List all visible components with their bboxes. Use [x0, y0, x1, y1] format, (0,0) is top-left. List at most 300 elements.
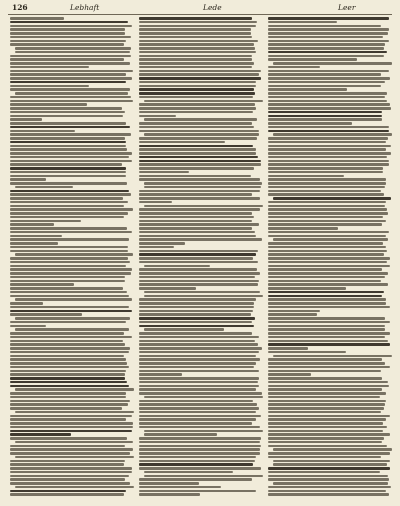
text-line	[139, 85, 256, 88]
text-line	[268, 126, 389, 129]
text-line	[10, 201, 128, 204]
text-line	[139, 381, 258, 384]
text-line	[268, 478, 389, 481]
text-line	[268, 77, 390, 80]
text-line	[268, 51, 387, 54]
text-line	[268, 381, 388, 384]
text-line	[268, 415, 390, 418]
text-line	[10, 175, 126, 178]
text-line	[273, 482, 388, 485]
text-line	[268, 130, 389, 133]
text-line	[268, 456, 381, 459]
text-line	[10, 81, 126, 84]
text-line	[10, 310, 132, 313]
text-line	[273, 133, 392, 136]
text-line	[273, 448, 392, 451]
text-line	[139, 92, 255, 95]
text-line	[139, 126, 254, 129]
text-line	[15, 47, 131, 50]
text-line	[10, 62, 130, 65]
header-rule	[8, 14, 392, 15]
text-line	[268, 400, 386, 403]
text-line	[268, 253, 384, 256]
text-line	[139, 355, 256, 358]
text-line	[144, 471, 233, 474]
text-line	[268, 422, 383, 425]
text-line	[139, 122, 252, 125]
text-line	[10, 433, 71, 436]
text-line	[268, 403, 385, 406]
text-line	[10, 66, 89, 69]
text-line	[139, 103, 255, 106]
text-line	[144, 433, 217, 436]
text-line	[10, 160, 132, 163]
text-line	[139, 325, 254, 328]
text-line	[139, 17, 252, 20]
text-line	[139, 96, 253, 99]
text-line	[10, 197, 123, 200]
text-line	[139, 482, 199, 485]
text-line	[144, 186, 261, 189]
text-line	[268, 107, 391, 110]
text-line	[268, 388, 382, 391]
text-line	[139, 253, 256, 256]
text-line	[268, 175, 344, 178]
text-line	[144, 475, 263, 478]
text-line	[10, 430, 132, 433]
text-line	[268, 96, 385, 99]
text-line	[10, 321, 126, 324]
text-line	[268, 73, 381, 76]
text-line	[10, 313, 82, 316]
text-line	[10, 392, 126, 395]
text-line	[139, 73, 259, 76]
text-line	[10, 373, 125, 376]
text-line	[268, 208, 387, 211]
text-line	[139, 272, 260, 275]
text-line	[10, 107, 122, 110]
text-line	[139, 313, 251, 316]
text-line	[139, 340, 255, 343]
text-line	[10, 223, 54, 226]
text-line	[139, 388, 256, 391]
text-line	[268, 28, 389, 31]
text-line	[10, 137, 125, 140]
text-line	[268, 313, 317, 316]
text-line	[139, 212, 252, 215]
text-line	[139, 190, 260, 193]
text-line	[268, 190, 381, 193]
text-line	[10, 242, 58, 245]
text-line	[15, 441, 133, 444]
text-line	[268, 377, 382, 380]
text-line	[10, 205, 124, 208]
text-line	[268, 257, 390, 260]
text-line	[139, 21, 257, 24]
text-line	[15, 92, 128, 95]
text-line	[268, 66, 320, 69]
text-line	[268, 223, 382, 226]
text-line	[10, 418, 126, 421]
text-line	[139, 276, 255, 279]
text-line	[10, 167, 126, 170]
text-line	[268, 235, 386, 238]
text-line	[268, 366, 390, 369]
text-line	[139, 373, 182, 376]
text-line	[10, 452, 130, 455]
text-line	[10, 343, 125, 346]
text-line	[268, 55, 384, 58]
text-line	[139, 317, 255, 320]
text-line	[139, 40, 258, 43]
text-line	[139, 362, 256, 365]
text-line	[268, 85, 381, 88]
text-line	[139, 411, 256, 414]
text-line	[139, 463, 253, 466]
text-line	[139, 400, 253, 403]
text-line	[139, 115, 176, 118]
text-line	[10, 171, 126, 174]
text-line	[139, 385, 259, 388]
text-line	[268, 118, 382, 121]
text-line	[144, 118, 257, 121]
text-line	[268, 392, 386, 395]
text-line	[139, 227, 252, 230]
text-line	[139, 460, 255, 463]
text-line	[139, 28, 251, 31]
text-line	[268, 70, 389, 73]
text-line	[10, 396, 126, 399]
text-line	[268, 471, 380, 474]
text-line	[15, 186, 73, 189]
text-line	[139, 55, 252, 58]
text-line	[139, 370, 259, 373]
text-line	[139, 250, 258, 253]
text-line	[139, 268, 257, 271]
text-line	[10, 381, 127, 384]
text-line	[10, 126, 130, 129]
text-line	[268, 137, 388, 140]
text-line	[139, 231, 255, 234]
text-line	[268, 246, 386, 249]
text-line	[10, 407, 122, 410]
text-line	[10, 471, 132, 474]
text-line	[139, 130, 259, 133]
text-line	[268, 141, 386, 144]
text-line	[139, 426, 260, 429]
text-line	[139, 137, 257, 140]
text-line	[268, 490, 386, 493]
text-line	[139, 478, 252, 481]
text-line	[139, 62, 254, 65]
text-line	[139, 347, 262, 350]
text-line	[268, 336, 385, 339]
text-line	[10, 415, 132, 418]
text-line	[139, 201, 172, 204]
text-line	[139, 298, 256, 301]
text-line	[10, 73, 126, 76]
text-line	[268, 351, 346, 354]
text-line	[139, 32, 251, 35]
text-line	[10, 43, 124, 46]
text-line	[139, 343, 258, 346]
text-line	[139, 287, 196, 290]
text-line	[268, 242, 383, 245]
text-line	[10, 156, 129, 159]
text-line	[268, 43, 385, 46]
text-line	[10, 77, 132, 80]
text-line	[268, 302, 386, 305]
text-line	[139, 107, 256, 110]
text-line	[268, 145, 391, 148]
text-line	[10, 493, 124, 496]
text-line	[268, 272, 388, 275]
text-line	[10, 257, 128, 260]
text-line	[268, 433, 390, 436]
text-line	[268, 160, 389, 163]
text-line	[139, 148, 256, 151]
text-line	[139, 392, 262, 395]
text-line	[10, 403, 128, 406]
text-line	[10, 122, 126, 125]
text-line	[10, 21, 128, 24]
text-line	[268, 411, 381, 414]
text-line	[139, 208, 260, 211]
text-line	[268, 186, 385, 189]
text-line	[268, 32, 388, 35]
text-line	[10, 182, 127, 185]
text-line	[139, 160, 261, 163]
text-line	[139, 36, 252, 39]
text-line	[10, 261, 130, 264]
text-line	[139, 280, 259, 283]
text-line	[139, 493, 200, 496]
text-line	[268, 212, 388, 215]
text-line	[139, 407, 259, 410]
text-line	[10, 460, 125, 463]
text-line	[10, 268, 132, 271]
text-line	[139, 306, 254, 309]
text-line	[268, 111, 382, 114]
text-line	[139, 81, 256, 84]
text-line	[268, 280, 381, 283]
text-line	[139, 111, 253, 114]
text-line	[15, 253, 133, 256]
text-line	[268, 362, 385, 365]
text-line	[15, 298, 132, 301]
text-line	[139, 261, 258, 264]
text-line	[10, 295, 129, 298]
text-line	[10, 358, 126, 361]
text-line	[268, 182, 386, 185]
text-line	[139, 246, 174, 249]
text-line	[10, 291, 127, 294]
text-line	[144, 295, 263, 298]
text-line	[10, 336, 132, 339]
text-line	[10, 100, 133, 103]
text-line	[139, 88, 254, 91]
text-line	[268, 100, 387, 103]
text-line	[139, 25, 256, 28]
text-line	[10, 220, 81, 223]
text-line	[10, 265, 126, 268]
text-line	[10, 190, 129, 193]
text-line	[10, 152, 132, 155]
text-line	[268, 201, 386, 204]
text-line	[268, 283, 388, 286]
text-line	[10, 302, 43, 305]
text-line	[268, 430, 383, 433]
text-line	[10, 96, 131, 99]
text-line	[139, 358, 260, 361]
text-line	[268, 475, 388, 478]
text-line	[10, 362, 127, 365]
text-line	[10, 40, 126, 43]
header-right-word: Leer	[338, 3, 356, 12]
text-line	[10, 340, 123, 343]
text-line	[10, 445, 125, 448]
text-line	[268, 122, 352, 125]
text-column-1	[10, 17, 134, 500]
text-line	[268, 47, 384, 50]
text-line	[10, 280, 125, 283]
text-line	[10, 377, 125, 380]
text-line	[268, 321, 390, 324]
text-line	[268, 268, 382, 271]
text-line	[139, 141, 225, 144]
text-line	[139, 145, 253, 148]
text-line	[10, 250, 128, 253]
text-line	[139, 178, 260, 181]
text-line	[139, 321, 252, 324]
text-line	[10, 422, 133, 425]
text-line	[268, 227, 338, 230]
text-line	[268, 205, 385, 208]
text-line	[10, 306, 129, 309]
text-line	[268, 148, 386, 151]
text-line	[10, 88, 130, 91]
text-line	[10, 467, 132, 470]
text-line	[10, 490, 126, 493]
text-line	[268, 332, 390, 335]
text-line	[268, 343, 390, 346]
header-middle-word: Lede	[203, 3, 222, 12]
text-line	[268, 328, 385, 331]
text-line	[10, 448, 133, 451]
text-line	[10, 231, 132, 234]
text-line	[268, 36, 383, 39]
text-line	[268, 452, 390, 455]
text-line	[268, 231, 389, 234]
text-line	[139, 332, 252, 335]
text-line	[10, 351, 129, 354]
text-line	[10, 370, 126, 373]
text-line	[139, 43, 254, 46]
text-line	[268, 467, 390, 470]
text-line	[10, 130, 75, 133]
text-line	[139, 377, 259, 380]
text-line	[139, 302, 254, 305]
text-line	[268, 115, 382, 118]
text-line	[10, 366, 129, 369]
text-line	[144, 100, 263, 103]
text-line	[139, 156, 258, 159]
text-line	[10, 400, 130, 403]
text-line	[273, 355, 392, 358]
text-line	[10, 216, 124, 219]
text-line	[273, 238, 388, 241]
text-line	[10, 115, 123, 118]
text-line	[139, 336, 259, 339]
text-line	[139, 467, 261, 470]
text-line	[139, 242, 185, 245]
text-line	[144, 291, 260, 294]
text-line	[139, 422, 252, 425]
text-line	[139, 351, 259, 354]
text-line	[10, 482, 130, 485]
text-line	[10, 145, 126, 148]
text-line	[139, 441, 260, 444]
text-line	[268, 437, 384, 440]
text-line	[144, 265, 210, 268]
text-line	[139, 437, 261, 440]
text-line	[139, 77, 261, 80]
text-line	[139, 175, 251, 178]
text-line	[10, 133, 131, 136]
text-line	[144, 182, 262, 185]
text-columns	[10, 17, 392, 500]
text-line	[139, 235, 256, 238]
text-line	[139, 486, 221, 489]
text-line	[268, 407, 384, 410]
text-line	[10, 426, 133, 429]
text-line	[268, 265, 390, 268]
text-line	[10, 193, 131, 196]
text-line	[139, 167, 254, 170]
text-line	[10, 103, 87, 106]
text-line	[268, 287, 346, 290]
text-line	[10, 478, 125, 481]
text-line	[10, 287, 123, 290]
text-line	[268, 418, 386, 421]
text-line	[268, 298, 386, 301]
text-line	[139, 418, 256, 421]
text-line	[268, 426, 387, 429]
text-line	[139, 238, 262, 241]
text-line	[268, 178, 386, 181]
text-line	[268, 340, 388, 343]
text-line	[268, 385, 389, 388]
text-line	[139, 171, 189, 174]
text-line	[139, 47, 255, 50]
text-line	[10, 437, 127, 440]
text-line	[139, 197, 260, 200]
text-line	[139, 403, 257, 406]
text-line	[268, 493, 389, 496]
text-line	[268, 358, 382, 361]
text-line	[15, 51, 130, 54]
text-line	[268, 325, 385, 328]
text-line	[10, 272, 131, 275]
text-line	[10, 463, 124, 466]
text-line	[139, 257, 253, 260]
text-line	[273, 463, 387, 466]
text-line	[10, 385, 129, 388]
text-line	[268, 156, 387, 159]
text-line	[10, 332, 124, 335]
text-line	[139, 51, 256, 54]
text-line	[10, 85, 89, 88]
